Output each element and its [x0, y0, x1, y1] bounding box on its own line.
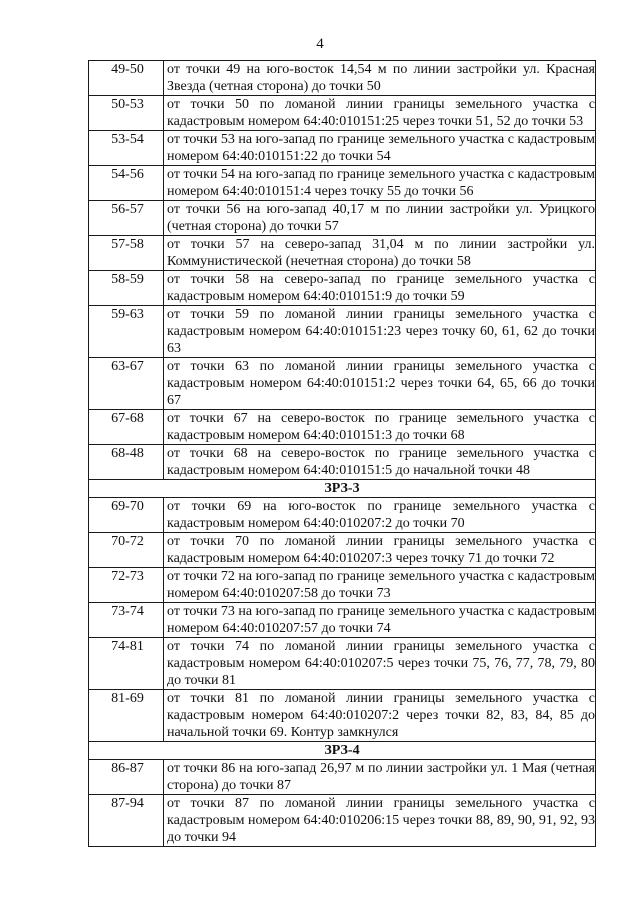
table-row	[89, 445, 596, 480]
boundary-description-cell: от точки 70 по ломаной линии границы земельного участка с кадастровым номером 64:40:010207:3 через точку 71 до точки 72	[164, 533, 596, 568]
point-range-cell: 69-70	[89, 498, 164, 533]
section-header-row	[89, 742, 596, 760]
table-row	[89, 201, 596, 236]
point-range-cell: 58-59	[89, 271, 164, 306]
table-row	[89, 410, 596, 445]
boundary-description-cell: от точки 57 на северо-запад 31,04 м по линии застройки ул. Коммунистической (нечетная сторона) до точки 58	[164, 236, 596, 271]
section-title: ЗРЗ-4	[89, 742, 596, 760]
point-range-cell: 56-57	[89, 201, 164, 236]
table-row	[89, 533, 596, 568]
boundary-description-cell: от точки 63 по ломаной линии границы земельного участка с кадастровым номером 64:40:010151:2 через точки 64, 65, 66 до точки 67	[164, 358, 596, 410]
table-body	[89, 61, 596, 847]
boundary-description-cell: от точки 69 на юго-восток по границе земельного участка с кадастровым номером 64:40:010207:2 до точки 70	[164, 498, 596, 533]
boundary-description-cell: от точки 81 по ломаной линии границы земельного участка с кадастровым номером 64:40:010207:2 через точки 82, 83, 84, 85 до начальной точки 69. Контур замкнулся	[164, 690, 596, 742]
point-range-cell: 50-53	[89, 96, 164, 131]
point-range-cell: 59-63	[89, 306, 164, 358]
table-row	[89, 690, 596, 742]
boundary-description-cell: от точки 86 на юго-запад 26,97 м по линии застройки ул. 1 Мая (четная сторона) до точки 87	[164, 760, 596, 795]
boundary-description-cell: от точки 59 по ломаной линии границы земельного участка с кадастровым номером 64:40:010151:23 через точку 60, 61, 62 до точки 63	[164, 306, 596, 358]
point-range-cell: 49-50	[89, 61, 164, 96]
boundary-description-cell: от точки 49 на юго-восток 14,54 м по линии застройки ул. Красная Звезда (четная сторона) до точки 50	[164, 61, 596, 96]
table-row	[89, 96, 596, 131]
table-row	[89, 306, 596, 358]
point-range-cell: 53-54	[89, 131, 164, 166]
section-title: ЗРЗ-3	[89, 480, 596, 498]
boundary-description-cell: от точки 54 на юго-запад по границе земельного участка с кадастровым номером 64:40:010151:4 через точку 55 до точки 56	[164, 166, 596, 201]
table-row	[89, 236, 596, 271]
point-range-cell: 81-69	[89, 690, 164, 742]
point-range-cell: 54-56	[89, 166, 164, 201]
table-row	[89, 760, 596, 795]
table-row	[89, 795, 596, 847]
table-row	[89, 271, 596, 306]
boundary-description-cell: от точки 73 на юго-запад по границе земельного участка с кадастровым номером 64:40:010207:57 до точки 74	[164, 603, 596, 638]
point-range-cell: 86-87	[89, 760, 164, 795]
table-row	[89, 603, 596, 638]
section-header-row	[89, 480, 596, 498]
boundary-description-table	[88, 60, 596, 847]
boundary-description-cell: от точки 50 по ломаной линии границы земельного участка с кадастровым номером 64:40:010151:25 через точки 51, 52 до точки 53	[164, 96, 596, 131]
table-row	[89, 61, 596, 96]
boundary-description-cell: от точки 68 на северо-восток по границе земельного участка с кадастровым номером 64:40:010151:5 до начальной точки 48	[164, 445, 596, 480]
point-range-cell: 73-74	[89, 603, 164, 638]
page-number: 4	[316, 36, 324, 52]
point-range-cell: 72-73	[89, 568, 164, 603]
boundary-description-cell: от точки 53 на юго-запад по границе земельного участка с кадастровым номером 64:40:010151:22 до точки 54	[164, 131, 596, 166]
boundary-description-cell: от точки 72 на юго-запад по границе земельного участка с кадастровым номером 64:40:010207:58 до точки 73	[164, 568, 596, 603]
boundary-description-cell: от точки 58 на северо-запад по границе земельного участка с кадастровым номером 64:40:010151:9 до точки 59	[164, 271, 596, 306]
boundary-description-cell: от точки 74 по ломаной линии границы земельного участка с кадастровым номером 64:40:010207:5 через точки 75, 76, 77, 78, 79, 80 до точки 81	[164, 638, 596, 690]
table-row	[89, 358, 596, 410]
table-row	[89, 568, 596, 603]
point-range-cell: 68-48	[89, 445, 164, 480]
boundary-description-cell: от точки 87 по ломаной линии границы земельного участка с кадастровым номером 64:40:010206:15 через точки 88, 89, 90, 91, 92, 93 до точки 94	[164, 795, 596, 847]
boundary-description-cell: от точки 56 на юго-запад 40,17 м по линии застройки ул. Урицкого (четная сторона) до точки 57	[164, 201, 596, 236]
table-row	[89, 638, 596, 690]
table-row	[89, 131, 596, 166]
point-range-cell: 63-67	[89, 358, 164, 410]
table-row	[89, 498, 596, 533]
point-range-cell: 87-94	[89, 795, 164, 847]
table-row	[89, 166, 596, 201]
boundary-description-cell: от точки 67 на северо-восток по границе земельного участка с кадастровым номером 64:40:010151:3 до точки 68	[164, 410, 596, 445]
point-range-cell: 70-72	[89, 533, 164, 568]
point-range-cell: 67-68	[89, 410, 164, 445]
point-range-cell: 57-58	[89, 236, 164, 271]
point-range-cell: 74-81	[89, 638, 164, 690]
